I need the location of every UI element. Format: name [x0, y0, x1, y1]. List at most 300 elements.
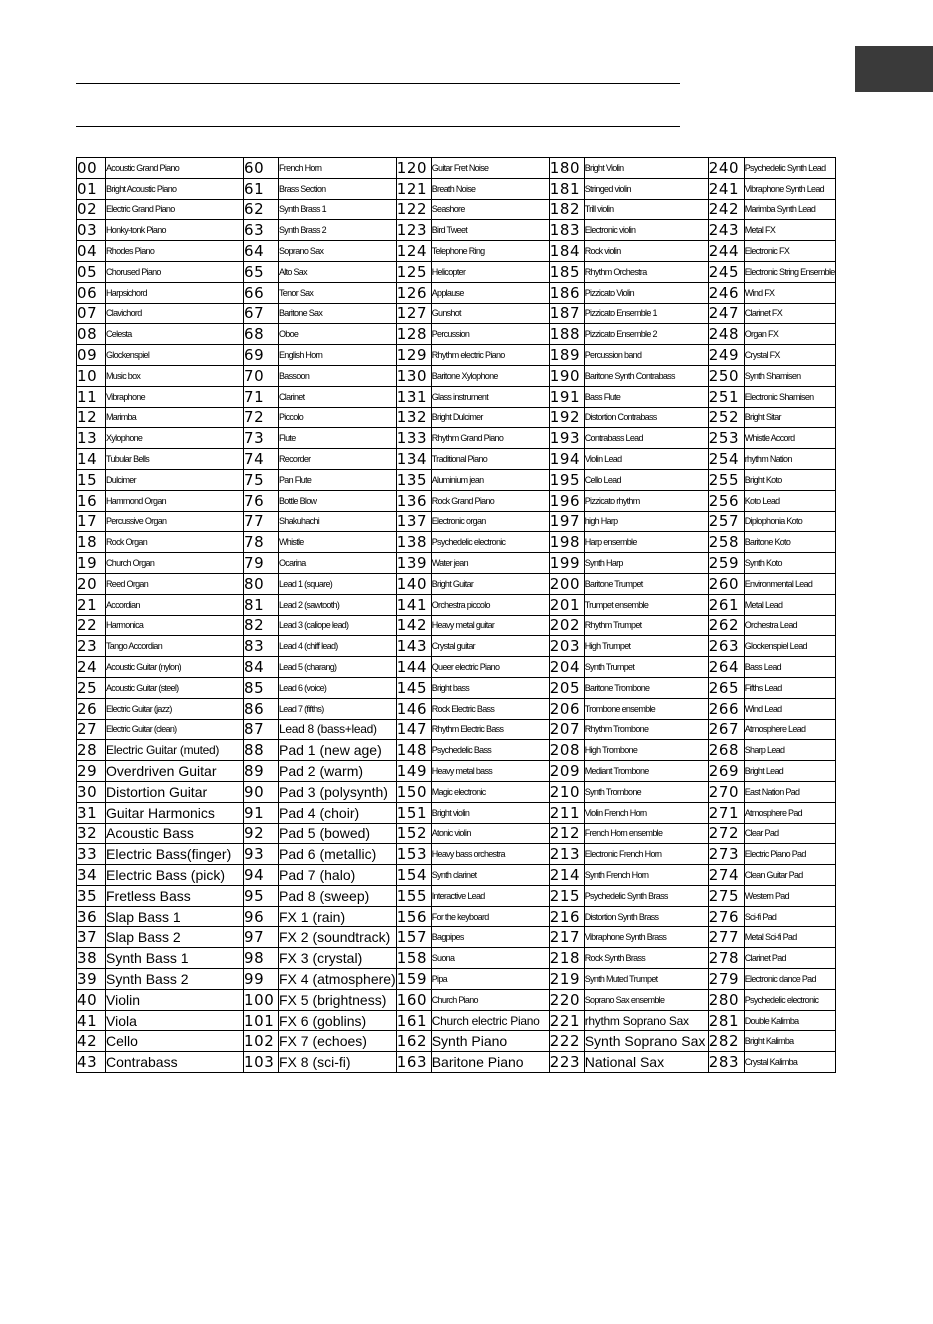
voice-name: Distortion Guitar [106, 781, 244, 802]
voice-number: 248 [708, 324, 744, 345]
voice-number: 277 [708, 927, 744, 948]
voice-number: 06 [77, 282, 106, 303]
voice-number: 62 [244, 199, 279, 220]
voice-number: 208 [549, 740, 584, 761]
voice-number: 13 [77, 428, 106, 449]
voice-number: 35 [77, 885, 106, 906]
voice-number: 197 [549, 511, 584, 532]
voice-number: 133 [396, 428, 431, 449]
voice-name: Bird Tweet [431, 220, 549, 241]
voice-name: Metal Sci-fi Pad [744, 927, 835, 948]
voice-number: 211 [549, 802, 584, 823]
voice-name: Synth clarinet [431, 865, 549, 886]
voice-name: Pad 3 (polysynth) [279, 781, 397, 802]
voice-number: 130 [396, 365, 431, 386]
voice-name: Viola [106, 1010, 244, 1031]
voice-number: 270 [708, 781, 744, 802]
voice-number: 148 [396, 740, 431, 761]
voice-number: 12 [77, 407, 106, 428]
voice-name: Violin [106, 989, 244, 1010]
voice-name: Glass instrument [431, 386, 549, 407]
voice-number: 221 [549, 1010, 584, 1031]
voice-name: Rock Grand Piano [431, 490, 549, 511]
voice-name: Orchestra piccolo [431, 594, 549, 615]
voice-name: Diplophonia Koto [744, 511, 835, 532]
voice-number: 262 [708, 615, 744, 636]
table-row [77, 449, 836, 470]
voice-name: Fretless Bass [106, 885, 244, 906]
voice-name: Heavy metal bass [431, 761, 549, 782]
voice-name: Aluminium jean [431, 469, 549, 490]
voice-name: Lead 6 (voice) [279, 677, 397, 698]
voice-number: 204 [549, 657, 584, 678]
voice-number: 257 [708, 511, 744, 532]
voice-number: 10 [77, 365, 106, 386]
voice-number: 267 [708, 719, 744, 740]
voice-number: 243 [708, 220, 744, 241]
voice-name: Distortion Contrabass [584, 407, 708, 428]
voice-number: 103 [244, 1052, 279, 1073]
voice-number: 125 [396, 261, 431, 282]
voice-number: 05 [77, 261, 106, 282]
voice-number: 135 [396, 469, 431, 490]
table-row [77, 927, 836, 948]
voice-name: Rock Electric Bass [431, 698, 549, 719]
voice-name: Bright Dulcimer [431, 407, 549, 428]
voice-number: 222 [549, 1031, 584, 1052]
voice-name: Acoustic Grand Piano [106, 158, 244, 179]
voice-number: 215 [549, 885, 584, 906]
voice-number: 132 [396, 407, 431, 428]
voice-number: 242 [708, 199, 744, 220]
voice-name: Baritone Trumpet [584, 573, 708, 594]
voice-name: Wind Lead [744, 698, 835, 719]
voice-name: rhythm Nation [744, 449, 835, 470]
voice-name: Ocarina [279, 553, 397, 574]
voice-number: 185 [549, 261, 584, 282]
voice-name: FX 8 (sci-fi) [279, 1052, 397, 1073]
voice-name: Baritone Xylophone [431, 365, 549, 386]
voice-number: 181 [549, 178, 584, 199]
voice-number: 213 [549, 844, 584, 865]
voice-number: 00 [77, 158, 106, 179]
voice-number: 150 [396, 781, 431, 802]
table-row [77, 511, 836, 532]
voice-number: 163 [396, 1052, 431, 1073]
voice-number: 203 [549, 636, 584, 657]
voice-name: Contrabass Lead [584, 428, 708, 449]
voice-number: 26 [77, 698, 106, 719]
voice-name: Pad 6 (metallic) [279, 844, 397, 865]
voice-name: Lead 4 (chiff lead) [279, 636, 397, 657]
voice-number: 142 [396, 615, 431, 636]
voice-name: Clarinet Pad [744, 948, 835, 969]
voice-name: Baritone Koto [744, 532, 835, 553]
voice-name: Bright Sitar [744, 407, 835, 428]
voice-name: Guitar Harmonics [106, 802, 244, 823]
voice-name: Baritone Sax [279, 303, 397, 324]
voice-name: Synth Shamisen [744, 365, 835, 386]
voice-number: 86 [244, 698, 279, 719]
voice-name: Western Pad [744, 885, 835, 906]
voice-number: 83 [244, 636, 279, 657]
voice-number: 182 [549, 199, 584, 220]
voice-name: Trumpet ensemble [584, 594, 708, 615]
voice-number: 100 [244, 989, 279, 1010]
voice-name: Queer electric Piano [431, 657, 549, 678]
voice-number: 249 [708, 345, 744, 366]
voice-name: Suona [431, 948, 549, 969]
voice-name: Atmosphere Lead [744, 719, 835, 740]
table-row [77, 490, 836, 511]
voice-name: Sci-fi Pad [744, 906, 835, 927]
voice-number: 70 [244, 365, 279, 386]
voice-name: Hammond Organ [106, 490, 244, 511]
table-row [77, 199, 836, 220]
voice-name: French Horn [279, 158, 397, 179]
voice-name: Magic electronic [431, 781, 549, 802]
voice-name: Traditional Piano [431, 449, 549, 470]
voice-name: High Trombone [584, 740, 708, 761]
voice-number: 189 [549, 345, 584, 366]
voice-name: Baritone Synth Contrabass [584, 365, 708, 386]
voice-name: English Horn [279, 345, 397, 366]
table-row [77, 365, 836, 386]
voice-number: 28 [77, 740, 106, 761]
table-row [77, 1031, 836, 1052]
voice-number: 156 [396, 906, 431, 927]
voice-name: rhythm Soprano Sax [584, 1010, 708, 1031]
voice-number: 273 [708, 844, 744, 865]
voice-number: 184 [549, 241, 584, 262]
voice-name: Applause [431, 282, 549, 303]
voice-number: 245 [708, 261, 744, 282]
voice-number: 98 [244, 948, 279, 969]
voice-name: Soprano Sax [279, 241, 397, 262]
voice-name: Lead 1 (square) [279, 573, 397, 594]
voice-name: Synth Bass 1 [106, 948, 244, 969]
table-row [77, 906, 836, 927]
voice-number: 210 [549, 781, 584, 802]
voice-number: 275 [708, 885, 744, 906]
voice-name: Acoustic Bass [106, 823, 244, 844]
voice-name: Synth Koto [744, 553, 835, 574]
voice-name: Psychedelic Synth Lead [744, 158, 835, 179]
voice-number: 32 [77, 823, 106, 844]
voice-number: 191 [549, 386, 584, 407]
voice-number: 37 [77, 927, 106, 948]
voice-name: For the keyboard [431, 906, 549, 927]
voice-number: 187 [549, 303, 584, 324]
voice-name: Slap Bass 2 [106, 927, 244, 948]
voice-number: 264 [708, 657, 744, 678]
voice-name: Electronic String Ensemble [744, 261, 835, 282]
voice-name: Synth Trombone [584, 781, 708, 802]
voice-name: Environmental Lead [744, 573, 835, 594]
table-row [77, 761, 836, 782]
voice-number: 120 [396, 158, 431, 179]
voice-number: 219 [549, 969, 584, 990]
voice-number: 74 [244, 449, 279, 470]
voice-name: Lead 2 (sawtooth) [279, 594, 397, 615]
voice-name: Koto Lead [744, 490, 835, 511]
voice-name: Metal Lead [744, 594, 835, 615]
voice-number: 76 [244, 490, 279, 511]
voice-name: Distortion Synth Brass [584, 906, 708, 927]
voice-number: 196 [549, 490, 584, 511]
voice-number: 78 [244, 532, 279, 553]
voice-number: 220 [549, 989, 584, 1010]
voice-name: Soprano Sax ensemble [584, 989, 708, 1010]
voice-number: 162 [396, 1031, 431, 1052]
voice-name: Electric Bass (pick) [106, 865, 244, 886]
voice-number: 193 [549, 428, 584, 449]
voice-number: 16 [77, 490, 106, 511]
table-row [77, 553, 836, 574]
table-row [77, 969, 836, 990]
table-row [77, 428, 836, 449]
voice-number: 212 [549, 823, 584, 844]
voice-name: Bagpipes [431, 927, 549, 948]
header-rule-bottom [76, 126, 680, 127]
voice-name: Electronic French Horn [584, 844, 708, 865]
table-row [77, 158, 836, 179]
voice-number: 39 [77, 969, 106, 990]
voice-name: Rhythm electric Piano [431, 345, 549, 366]
voice-name: Interactive Lead [431, 885, 549, 906]
voice-number: 36 [77, 906, 106, 927]
voice-number: 258 [708, 532, 744, 553]
table-row [77, 1052, 836, 1073]
voice-number: 30 [77, 781, 106, 802]
voice-name: Rock Synth Brass [584, 948, 708, 969]
voice-number: 265 [708, 677, 744, 698]
voice-name: Oboe [279, 324, 397, 345]
voice-number: 17 [77, 511, 106, 532]
voice-number: 151 [396, 802, 431, 823]
voice-name: Honky-tonk Piano [106, 220, 244, 241]
voice-name: Bright violin [431, 802, 549, 823]
voice-name: Dulcimer [106, 469, 244, 490]
voice-number: 250 [708, 365, 744, 386]
table-row [77, 677, 836, 698]
voice-name: Electric Grand Piano [106, 199, 244, 220]
table-row [77, 657, 836, 678]
table-row [77, 823, 836, 844]
voice-name: Pizzicato Ensemble 2 [584, 324, 708, 345]
voice-number: 138 [396, 532, 431, 553]
voice-number: 29 [77, 761, 106, 782]
voice-number: 41 [77, 1010, 106, 1031]
voice-name: FX 3 (crystal) [279, 948, 397, 969]
voice-number: 246 [708, 282, 744, 303]
voice-number: 71 [244, 386, 279, 407]
voice-name: Flute [279, 428, 397, 449]
voice-name: high Harp [584, 511, 708, 532]
table-row [77, 261, 836, 282]
table-row [77, 594, 836, 615]
voice-name: Heavy bass orchestra [431, 844, 549, 865]
voice-number: 128 [396, 324, 431, 345]
voice-name: Whistle Accord [744, 428, 835, 449]
voice-number: 149 [396, 761, 431, 782]
voice-name: Violin Lead [584, 449, 708, 470]
voice-number: 134 [396, 449, 431, 470]
voice-name: Rhythm Trumpet [584, 615, 708, 636]
voice-name: Vibraphone Synth Brass [584, 927, 708, 948]
voice-name: Metal FX [744, 220, 835, 241]
voice-number: 126 [396, 282, 431, 303]
voice-number: 152 [396, 823, 431, 844]
voice-number: 75 [244, 469, 279, 490]
voice-name: Pan Flute [279, 469, 397, 490]
voice-name: Glockenspiel [106, 345, 244, 366]
voice-name: Synth Trumpet [584, 657, 708, 678]
voice-name: Xylophone [106, 428, 244, 449]
voice-name: Pad 5 (bowed) [279, 823, 397, 844]
voice-number: 42 [77, 1031, 106, 1052]
voice-number: 180 [549, 158, 584, 179]
voice-name: Rhythm Trombone [584, 719, 708, 740]
voice-number: 08 [77, 324, 106, 345]
voice-name: Piccolo [279, 407, 397, 428]
table-row [77, 636, 836, 657]
voice-number: 87 [244, 719, 279, 740]
voice-number: 205 [549, 677, 584, 698]
table-row [77, 282, 836, 303]
voice-number: 266 [708, 698, 744, 719]
voice-number: 25 [77, 677, 106, 698]
voice-name: Reed Organ [106, 573, 244, 594]
table-row [77, 781, 836, 802]
voice-name: Bottle Blow [279, 490, 397, 511]
voice-number: 68 [244, 324, 279, 345]
voice-number: 194 [549, 449, 584, 470]
voice-number: 03 [77, 220, 106, 241]
voice-name: Harp ensemble [584, 532, 708, 553]
voice-name: Tango Accordian [106, 636, 244, 657]
voice-name: Electronic organ [431, 511, 549, 532]
voice-name: Vibraphone [106, 386, 244, 407]
voice-name: FX 7 (echoes) [279, 1031, 397, 1052]
voice-number: 201 [549, 594, 584, 615]
voice-name: Atmosphere Pad [744, 802, 835, 823]
voice-name: Bass Lead [744, 657, 835, 678]
voice-name: Baritone Trombone [584, 677, 708, 698]
voice-number: 253 [708, 428, 744, 449]
voice-number: 81 [244, 594, 279, 615]
voice-number: 61 [244, 178, 279, 199]
table-row [77, 303, 836, 324]
voice-name: FX 1 (rain) [279, 906, 397, 927]
voice-name: Bright Violin [584, 158, 708, 179]
table-row [77, 740, 836, 761]
voice-number: 97 [244, 927, 279, 948]
voice-number: 157 [396, 927, 431, 948]
table-row [77, 885, 836, 906]
voice-number: 24 [77, 657, 106, 678]
voice-number: 43 [77, 1052, 106, 1073]
voice-name: Marimba Synth Lead [744, 199, 835, 220]
voice-name: Clarinet [279, 386, 397, 407]
voice-number: 01 [77, 178, 106, 199]
voice-name: Recorder [279, 449, 397, 470]
voice-name: Rock violin [584, 241, 708, 262]
voice-name: Lead 7 (fifths) [279, 698, 397, 719]
voice-name: Bright bass [431, 677, 549, 698]
voice-number: 259 [708, 553, 744, 574]
voice-number: 33 [77, 844, 106, 865]
voice-number: 261 [708, 594, 744, 615]
voice-name: Pad 8 (sweep) [279, 885, 397, 906]
voice-number: 241 [708, 178, 744, 199]
voice-name: Celesta [106, 324, 244, 345]
voice-number: 85 [244, 677, 279, 698]
voice-name: Contrabass [106, 1052, 244, 1073]
voice-number: 02 [77, 199, 106, 220]
voice-name: Electric Guitar (muted) [106, 740, 244, 761]
voice-number: 21 [77, 594, 106, 615]
voice-number: 131 [396, 386, 431, 407]
voice-name: Electronic FX [744, 241, 835, 262]
voice-number: 195 [549, 469, 584, 490]
voice-number: 263 [708, 636, 744, 657]
voice-number: 04 [77, 241, 106, 262]
voice-name: Accordian [106, 594, 244, 615]
table-row [77, 324, 836, 345]
voice-name: Lead 5 (charang) [279, 657, 397, 678]
voice-name: Stringed violin [584, 178, 708, 199]
table-row [77, 345, 836, 366]
voice-name: Heavy metal guitar [431, 615, 549, 636]
voice-number: 206 [549, 698, 584, 719]
voice-number: 218 [549, 948, 584, 969]
table-row [77, 615, 836, 636]
voice-name: Chorused Piano [106, 261, 244, 282]
voice-name: Church Organ [106, 553, 244, 574]
voice-name: Wind FX [744, 282, 835, 303]
table-row [77, 1010, 836, 1031]
voice-number: 247 [708, 303, 744, 324]
voice-number: 23 [77, 636, 106, 657]
voice-name: Synth Muted Trumpet [584, 969, 708, 990]
voice-number: 240 [708, 158, 744, 179]
table-row [77, 989, 836, 1010]
voice-name: Synth Brass 1 [279, 199, 397, 220]
voice-name: Vibraphone Synth Lead [744, 178, 835, 199]
voice-number: 15 [77, 469, 106, 490]
voice-number: 101 [244, 1010, 279, 1031]
voice-name: Rhythm Electric Bass [431, 719, 549, 740]
voice-name: Bright Kalimba [744, 1031, 835, 1052]
voice-number: 190 [549, 365, 584, 386]
voice-number: 14 [77, 449, 106, 470]
voice-name: Clarinet FX [744, 303, 835, 324]
voice-name: Brass Section [279, 178, 397, 199]
voice-number: 65 [244, 261, 279, 282]
voice-name: Synth Harp [584, 553, 708, 574]
table-row [77, 532, 836, 553]
table-row [77, 698, 836, 719]
voice-name: Music box [106, 365, 244, 386]
voice-number: 202 [549, 615, 584, 636]
voice-number: 99 [244, 969, 279, 990]
voice-number: 160 [396, 989, 431, 1010]
voice-number: 18 [77, 532, 106, 553]
voice-name: Rhodes Piano [106, 241, 244, 262]
voice-name: Percussion [431, 324, 549, 345]
voice-number: 272 [708, 823, 744, 844]
